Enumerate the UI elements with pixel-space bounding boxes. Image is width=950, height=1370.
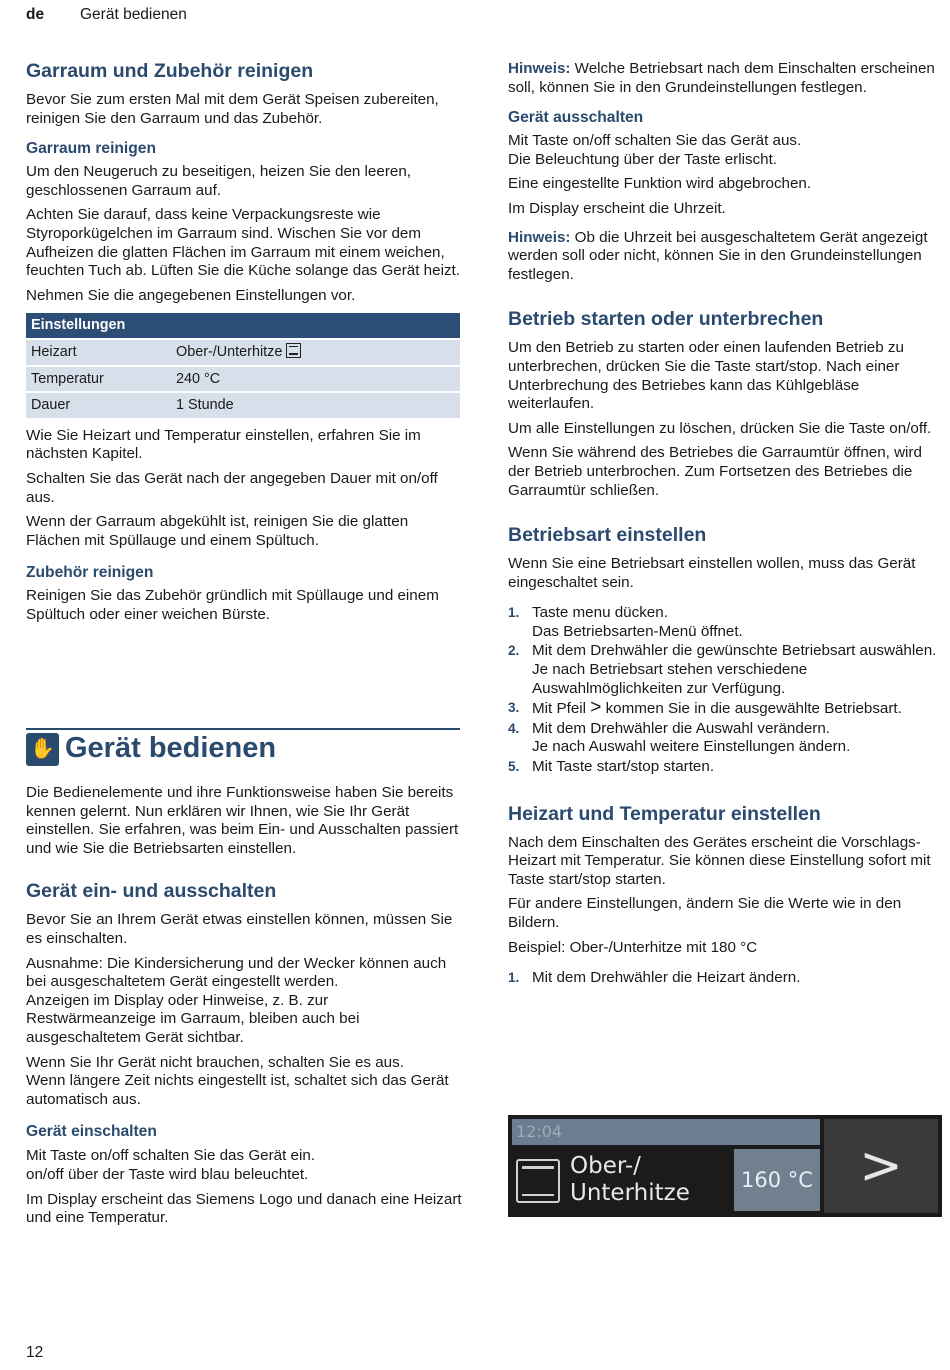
display-clock: 12:04	[512, 1119, 820, 1145]
step-text: Mit Taste start/stop starten.	[532, 758, 715, 776]
table-row	[26, 339, 460, 366]
step-text: Taste menu dücken.	[532, 604, 668, 622]
paragraph: Nehmen Sie die angegebenen Einstellungen vor.	[26, 286, 356, 304]
heading-onoff: Gerät ein- und ausschalten	[26, 880, 277, 903]
step-number: 2.	[508, 643, 520, 659]
paragraph: Im Display erscheint die Uhrzeit.	[508, 199, 726, 217]
step-number: 1.	[508, 970, 520, 986]
table-row	[26, 366, 460, 393]
note-text: Welche Betriebsart nach dem Einschalten erscheinen soll, können Sie in den Grundeinstellungen festlegen.	[508, 60, 935, 96]
top-bottom-heat-icon	[286, 343, 301, 358]
heat-steps-list	[508, 969, 940, 988]
paragraph: Eine eingestellte Funktion wird abgebrochen.	[508, 175, 812, 193]
arrow-right-icon: >	[590, 697, 602, 719]
paragraph: Nach dem Einschalten des Gerätes erscheint die Vorschlags-Heizart mit Temperatur. Sie können diese Einstellung sofort mit Taste start/stop starten.	[508, 833, 931, 888]
table-row	[26, 392, 460, 418]
heading-ausschalten: Gerät ausschalten	[508, 109, 644, 127]
section-title: Gerät bedienen	[80, 6, 187, 23]
top-bottom-heat-icon	[516, 1159, 560, 1203]
paragraph: Achten Sie darauf, dass keine Verpackungsreste wie Styroporkügelchen im Garraum sind. Wischen Sie vor dem Aufheizen die glatten Flächen im Garraum mit einem weichen, feuchten Tuch ab. Lüften Sie die Küche solange das Gerät heizt.	[26, 206, 460, 280]
mode-line-1: Ober-/	[570, 1153, 641, 1179]
oven-display	[508, 1115, 942, 1217]
list-item	[508, 720, 940, 757]
step-number: 3.	[508, 700, 520, 716]
paragraph: Um den Neugeruch zu beseitigen, heizen Sie den leeren, geschlossenen Garraum auf.	[26, 163, 411, 199]
paragraph: Wenn Sie während des Betriebes die Garraumtür öffnen, wird der Betrieb unterbrochen. Zum Fortsetzen des Betriebes die Garraumtür schließen.	[508, 444, 922, 499]
paragraph: Bevor Sie zum ersten Mal mit dem Gerät Speisen zubereiten, reinigen Sie den Garraum und das Zubehör.	[26, 91, 439, 127]
paragraph: Wenn Sie eine Betriebsart einstellen wollen, muss das Gerät eingeschaltet sein.	[508, 555, 916, 591]
note	[508, 60, 940, 97]
paragraph: Wenn der Garraum abgekühlt ist, reinigen Sie die glatten Flächen mit Spüllauge und einem Spültuch.	[26, 513, 409, 549]
paragraph: Schalten Sie das Gerät nach der angegeben Dauer mit on/off aus.	[26, 469, 438, 506]
list-item	[508, 604, 940, 641]
step-number: 1.	[508, 605, 520, 621]
step-result: Je nach Betriebsart stehen verschiedene Auswahlmöglichkeiten zur Verfügung.	[532, 661, 808, 697]
table-cell-label: Temperatur	[26, 366, 171, 393]
language-code: de	[26, 6, 45, 23]
paragraph: Bevor Sie an Ihrem Gerät etwas einstellen können, müssen Sie es einschalten.	[26, 911, 453, 947]
heading-clean: Garraum und Zubehör reinigen	[26, 60, 314, 82]
list-item	[508, 699, 940, 719]
paragraph: Um den Betrieb zu starten oder einen laufenden Betrieb zu unterbrechen, drücken Sie die Taste start/stop. Nach einer Unterbrechung des Betriebes kann das Kühlgebläse weiterlaufen.	[508, 339, 904, 413]
mode-line-2: Unterhitze	[570, 1180, 690, 1206]
table-cell-label: Dauer	[26, 392, 171, 418]
paragraph: Mit Taste on/off schalten Sie das Gerät ein.	[26, 1147, 316, 1165]
note	[508, 229, 940, 285]
paragraph: Für andere Einstellungen, ändern Sie die Werte wie in den Bildern.	[508, 895, 902, 931]
paragraph: Die Bedienelemente und ihre Funktionsweise haben Sie bereits kennen gelernt. Nun erklären wir Ihnen, wie Sie Ihr Gerät einstellen. Sie erfahren, was beim Ein- und Ausschalten passiert und wie Sie die Betriebsarten einstellen.	[26, 784, 459, 857]
paragraph: Reinigen Sie das Zubehör gründlich mit Spüllauge und einem Spültuch oder einer weichen Bürste.	[26, 587, 439, 623]
left-column-lower	[26, 784, 462, 1234]
note-label: Hinweis:	[508, 60, 571, 77]
paragraph: Mit Taste on/off schalten Sie das Gerät aus.	[508, 132, 802, 150]
chapter-title	[26, 728, 460, 764]
heading-garraum: Garraum reinigen	[26, 140, 156, 158]
paragraph: Ausnahme: Die Kindersicherung und der Wecker können auch bei ausgeschaltetem Gerät eingestellt werden.	[26, 954, 447, 991]
paragraph: Wenn Sie Ihr Gerät nicht brauchen, schalten Sie es aus.	[26, 1053, 404, 1071]
table-cell-value	[171, 339, 460, 366]
steps-list	[508, 604, 940, 776]
note-text: Ob die Uhrzeit bei ausgeschaltetem Gerät angezeigt werden soll oder nicht, können Sie in den Grundeinstellungen festlegen.	[508, 228, 928, 283]
heading-einschalten: Gerät einschalten	[26, 1123, 157, 1141]
hand-operating-icon: ✋	[26, 733, 59, 766]
list-item	[508, 969, 940, 988]
paragraph: Die Beleuchtung über der Taste erlischt.	[508, 150, 778, 168]
note-label: Hinweis:	[508, 228, 571, 246]
page-header	[26, 6, 187, 25]
paragraph: Um alle Einstellungen zu löschen, drücken Sie die Taste on/off.	[508, 419, 932, 437]
settings-table	[26, 313, 460, 417]
display-heating-mode	[570, 1153, 690, 1207]
right-column	[508, 60, 940, 989]
paragraph: Wenn längere Zeit nichts eingestellt ist, schaltet sich das Gerät automatisch aus.	[26, 1072, 449, 1108]
step-text: Mit Pfeil	[532, 700, 591, 718]
table-cell-value: 240 °C	[171, 366, 460, 393]
paragraph: Wie Sie Heizart und Temperatur einstellen, erfahren Sie im nächsten Kapitel.	[26, 426, 421, 463]
table-cell-label: Heizart	[26, 339, 171, 366]
step-text: Mit dem Drehwähler die gewünschte Betriebsart auswählen.	[532, 642, 937, 660]
heading-mode: Betriebsart einstellen	[508, 524, 707, 547]
step-result: Je nach Auswahl weitere Einstellungen ändern.	[532, 738, 851, 756]
settings-table-header: Einstellungen	[26, 313, 460, 339]
table-cell-value: 1 Stunde	[171, 392, 460, 418]
heading-zubehoer: Zubehör reinigen	[26, 564, 154, 582]
paragraph: Anzeigen im Display oder Hinweise, z. B. zur Restwärmeanzeige im Garraum, bleiben auch bei ausgeschaltetem Gerät sichtbar.	[26, 991, 360, 1046]
step-text: kommen Sie in die ausgewählte Betriebsart.	[601, 700, 902, 718]
paragraph: Im Display erscheint das Siemens Logo und danach eine Heizart und eine Temperatur.	[26, 1190, 462, 1227]
step-number: 5.	[508, 759, 520, 775]
paragraph: Beispiel: Ober-/Unterhitze mit 180 °C	[508, 938, 758, 956]
display-temperature: 160 °C	[734, 1149, 820, 1211]
heizart-value: Ober-/Unterhitze	[176, 343, 283, 360]
heading-heat: Heizart und Temperatur einstellen	[508, 802, 821, 825]
step-text: Mit dem Drehwähler die Heizart ändern.	[532, 969, 801, 987]
chapter-title-text: Gerät bedienen	[65, 732, 277, 764]
left-column	[26, 60, 462, 630]
step-text: Mit dem Drehwähler die Auswahl verändern.	[532, 719, 830, 737]
heading-start: Betrieb starten oder unterbrechen	[508, 308, 824, 331]
step-result: Das Betriebsarten-Menü öffnet.	[532, 622, 743, 640]
paragraph: on/off über der Taste wird blau beleuchtet.	[26, 1165, 309, 1183]
list-item	[508, 758, 940, 777]
step-number: 4.	[508, 720, 520, 736]
page-number: 12	[26, 1344, 44, 1361]
arrow-right-icon: >	[824, 1119, 938, 1213]
list-item	[508, 642, 940, 698]
